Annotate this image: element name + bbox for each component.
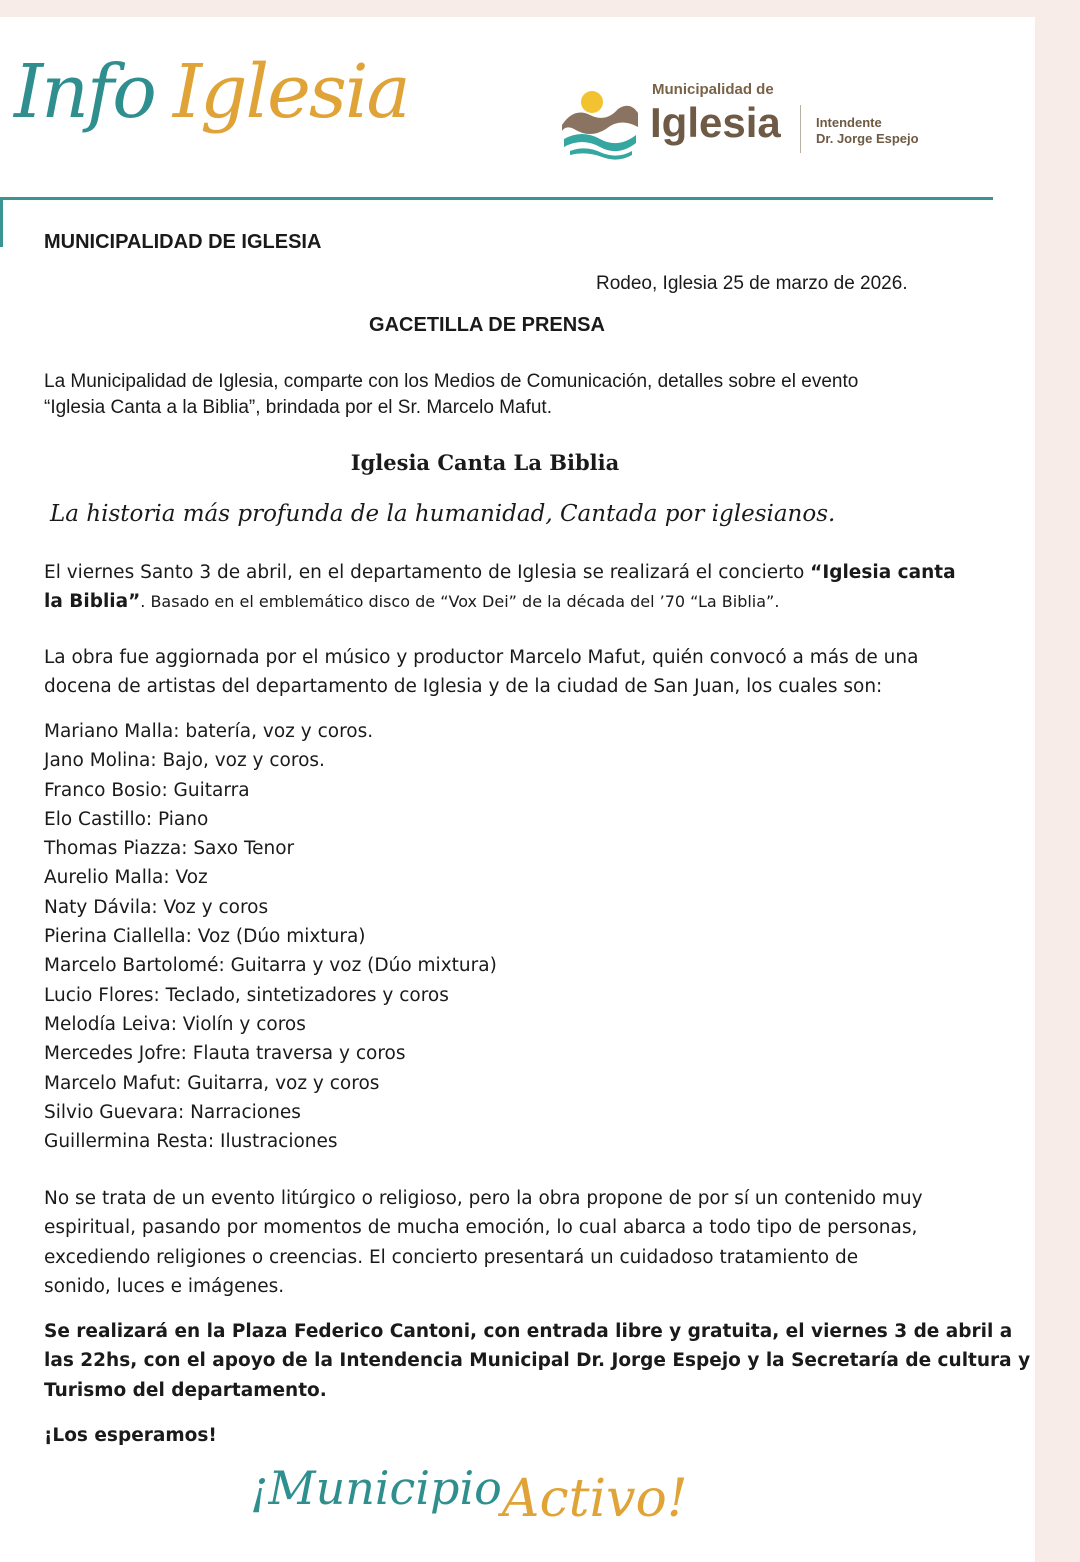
artist-item: Pierina Ciallella: Voz (Dúo mixtura)	[44, 926, 366, 948]
event-paragraph	[44, 558, 956, 617]
organization-title: MUNICIPALIDAD DE IGLESIA	[44, 231, 322, 253]
paragraph-line	[44, 587, 956, 616]
artist-item: Naty Dávila: Voz y coros	[44, 896, 269, 918]
artist-item: Franco Bosio: Guitarra	[44, 779, 250, 801]
header-separator	[800, 105, 801, 153]
text-run: . Basado en el emblemático disco de “Vox Dei” de la década del ’70 “La Biblia”.	[140, 592, 780, 612]
artist-item: Aurelio Malla: Voz	[44, 867, 208, 889]
intendente-name: Dr. Jorge Espejo	[816, 131, 919, 146]
artist-item: Lucio Flores: Teclado, sintetizadores y coros	[44, 984, 449, 1006]
paragraph-line: docena de artistas del departamento de Iglesia y de la ciudad de San Juan, los cuales son:	[44, 676, 883, 698]
info-iglesia-logo	[14, 49, 409, 135]
artist-item: Silvio Guevara: Narraciones	[44, 1101, 301, 1123]
closing-line: ¡Los esperamos!	[44, 1425, 217, 1446]
signature-word: ¡Municipio	[250, 1461, 502, 1515]
artist-item: Mariano Malla: batería, voz y coros.	[44, 721, 374, 742]
artist-item: Thomas Piazza: Saxo Tenor	[44, 838, 295, 860]
signature-word: Activo!	[501, 1469, 688, 1529]
paragraph-line: excediendo religiones o creencias. El concierto presentará un cuidadoso tratamiento de	[44, 1246, 859, 1268]
paragraph-line: La obra fue aggiornada por el músico y productor Marcelo Mafut, quién convocó a más de una	[44, 647, 919, 668]
producer-paragraph	[44, 643, 918, 702]
paragraph-line: las 22hs, con el apoyo de la Intendencia Municipal Dr. Jorge Espejo y la Secretaría de cultura y	[44, 1350, 1031, 1372]
paragraph-line: sonido, luces e imágenes.	[44, 1275, 285, 1297]
paragraph-line	[44, 558, 956, 587]
brand-word-info: Info	[14, 49, 155, 135]
artist-list	[44, 717, 497, 1156]
venue-paragraph	[44, 1317, 1030, 1405]
event-tagline: La historia más profunda de la humanidad, Cantada por iglesianos.	[50, 501, 836, 527]
description-paragraph	[44, 1184, 923, 1301]
municipio-activo-signature	[250, 1457, 688, 1529]
municipality-logo-icon	[560, 89, 640, 161]
document-page	[0, 17, 1035, 1562]
paragraph-line: espiritual, pasando por momentos de mucha emoción, lo cual abarca a todo tipo de personas,	[44, 1217, 918, 1239]
press-release-title: GACETILLA DE PRENSA	[369, 314, 605, 336]
artist-item: Mercedes Jofre: Flauta traversa y coros	[44, 1043, 406, 1065]
artist-item: Marcelo Bartolomé: Guitarra y voz (Dúo mixtura)	[44, 955, 497, 977]
text-run: El viernes Santo 3 de abril, en el departamento de Iglesia se realizará el concierto	[44, 562, 811, 583]
artist-item: Jano Molina: Bajo, voz y coros.	[44, 750, 325, 772]
paragraph-line: Se realizará en la Plaza Federico Cantoni, con entrada libre y gratuita, el viernes 3 de abril a	[44, 1321, 1013, 1342]
event-title: Iglesia Canta La Biblia	[350, 450, 620, 475]
municipality-name: Iglesia	[650, 99, 781, 146]
artist-item: Marcelo Mafut: Guitarra, voz y coros	[44, 1072, 380, 1094]
intro-line: “Iglesia Canta a la Biblia”, brindada por el Sr. Marcelo Mafut.	[44, 397, 552, 418]
intendente-block	[816, 115, 919, 147]
municipality-prefix: Municipalidad de	[652, 81, 774, 98]
concert-name: “Iglesia canta	[810, 562, 956, 583]
intro-paragraph	[44, 369, 858, 421]
artist-item: Guillermina Resta: Ilustraciones	[44, 1131, 338, 1153]
intro-line: La Municipalidad de Iglesia, comparte con los Medios de Comunicación, detalles sobre el evento	[44, 371, 859, 392]
concert-name: la Biblia”	[44, 591, 141, 613]
intendente-label: Intendente	[816, 115, 882, 130]
paragraph-line: Turismo del departamento.	[44, 1379, 327, 1401]
paragraph-line: No se trata de un evento litúrgico o religioso, pero la obra propone de por sí un contenido muy	[44, 1188, 923, 1209]
header-divider-side	[0, 197, 3, 247]
date-line: Rodeo, Iglesia 25 de marzo de 2026.	[596, 273, 908, 294]
brand-word-iglesia: Iglesia	[172, 49, 409, 135]
artist-item: Elo Castillo: Piano	[44, 808, 209, 830]
artist-item: Melodía Leiva: Violín y coros	[44, 1013, 306, 1035]
header-divider	[0, 197, 993, 200]
